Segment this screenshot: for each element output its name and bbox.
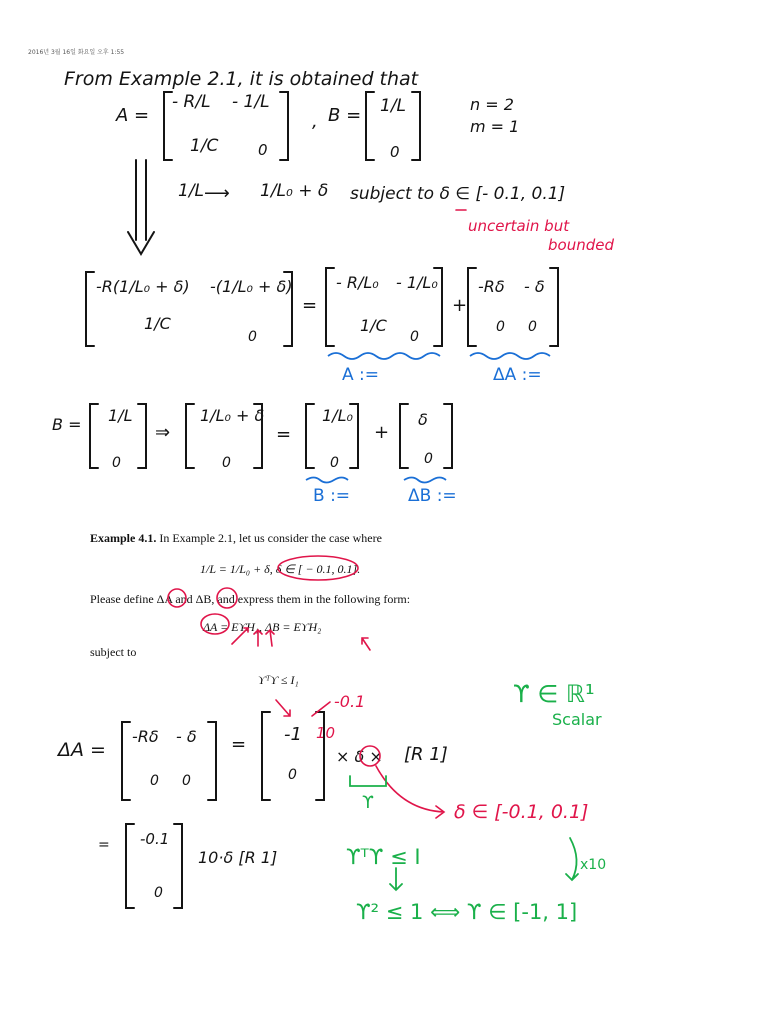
mid-21: 1/C	[360, 316, 387, 335]
E-2: 0	[288, 767, 297, 783]
comma-sep: ,	[312, 111, 318, 132]
m-eq: m = 1	[470, 117, 520, 136]
define-text: Please define ΔA and ΔB, and express them in the following form:	[90, 592, 411, 606]
plus-2: +	[374, 422, 390, 443]
rhs-12: - δ	[524, 277, 545, 296]
scan-timestamp: 2016년 3월 16일 화요일 오후 1:55	[28, 49, 125, 56]
ann-neg01: -0.1	[334, 692, 366, 711]
B-wavy-underline	[306, 478, 348, 483]
maps-to-arrow: ⟶	[204, 183, 230, 204]
constraint: ϒᵀϒ ≤ I₁	[258, 673, 299, 687]
gamma-up-arrow	[254, 630, 262, 646]
H2-arrow	[362, 638, 370, 650]
double-down-arrow	[128, 160, 154, 254]
B2-label: B =	[52, 415, 82, 434]
B3-2: 0	[330, 455, 339, 471]
dA-11: -Rδ	[132, 727, 159, 746]
B-right-bracket	[412, 92, 420, 160]
A-def-label: A :=	[342, 365, 380, 385]
example-text: In Example 2.1, let us consider the case where	[159, 531, 382, 545]
lhs-22: 0	[248, 329, 257, 345]
rhs-right-bracket	[550, 268, 558, 346]
mid-11: - R/L₀	[336, 273, 379, 292]
A-m11: - R/L	[172, 92, 211, 112]
B2-1: 1/L₀ + δ	[200, 406, 265, 425]
B-eq-b5	[306, 404, 314, 468]
B-eq-b2	[138, 404, 146, 468]
equals-1: =	[302, 295, 318, 316]
lhs-11: -R(1/L₀ + δ)	[96, 277, 190, 296]
formula-1: 1/L = 1/L₀ + δ, δ ∈ [ − 0.1, 0.1].	[200, 562, 361, 576]
gamma-bracket-mark	[350, 776, 386, 786]
dA-12: - δ	[176, 727, 197, 746]
uncertain-note-2: bounded	[548, 236, 614, 254]
gTg-ineq: ϒᵀϒ ≤ I	[346, 845, 421, 869]
uncertain-note-1: uncertain but	[468, 217, 570, 235]
B-eq-b3	[186, 404, 194, 468]
scalar-note: Scalar	[552, 710, 602, 729]
rhs-11: -Rδ	[478, 277, 505, 296]
times-delta: × δ ×	[336, 747, 383, 766]
delta-range-circle	[278, 556, 358, 580]
gamma-in-R: ϒ ∈ ℝ¹	[513, 680, 595, 708]
dA-circle	[168, 589, 186, 607]
A-label: A =	[116, 105, 150, 126]
subject-to-delta: subject to δ ∈ [- 0.1, 0.1]	[350, 184, 566, 204]
dA-wavy-underline	[470, 353, 550, 359]
A-left-bracket	[164, 92, 172, 160]
example-heading: Example 4.1.	[90, 531, 157, 545]
dA-22: 0	[182, 773, 191, 789]
plus-1: +	[452, 295, 468, 316]
dA-right-bracket	[208, 722, 216, 800]
gTg-down-arrow	[390, 868, 402, 890]
subject-to-label: subject to	[90, 645, 137, 659]
E2-left-bracket	[126, 824, 134, 908]
B3-1: 1/L₀	[322, 406, 353, 425]
equals-2: =	[276, 424, 292, 445]
neg01-arrow	[312, 702, 330, 716]
dA-left-bracket	[122, 722, 130, 800]
tail-expr: 10·δ [R 1]	[198, 848, 278, 867]
implies-arrow: ⇒	[155, 422, 171, 443]
B-def-label: B :=	[313, 486, 351, 506]
gamma-squared-ineq: ϒ² ≤ 1 ⟺ ϒ ∈ [-1, 1]	[356, 900, 578, 924]
B-eq-b1	[90, 404, 98, 468]
mid-left-bracket	[326, 268, 334, 346]
rhs-21: 0	[496, 319, 505, 335]
E-right-bracket	[316, 712, 324, 800]
B-eq-b4	[254, 404, 262, 468]
intro-text: From Example 2.1, it is obtained that	[64, 68, 419, 90]
rhs-22: 0	[528, 319, 537, 335]
x10-curved-arrow	[566, 838, 578, 880]
x10-note: x10	[580, 857, 607, 873]
formula-2: ΔA = EϒH₁, ΔB = EϒH₂	[203, 620, 322, 634]
E-left-bracket	[262, 712, 270, 800]
dA-eq-circle	[201, 614, 229, 634]
B-m1: 1/L	[380, 96, 407, 116]
A-m21: 1/C	[190, 136, 219, 156]
B-2: 0	[112, 455, 121, 471]
dB-wavy-underline	[404, 478, 446, 483]
H-row: [R 1]	[404, 744, 448, 765]
H1-up-arrow	[266, 630, 274, 646]
rhs-left-bracket	[468, 268, 476, 346]
A-right-bracket	[280, 92, 288, 160]
n-eq: n = 2	[470, 95, 514, 114]
B-1: 1/L	[108, 406, 133, 425]
lhs-21: 1/C	[144, 314, 171, 333]
dA-def-label: ΔA :=	[493, 365, 542, 385]
E-up-arrow	[232, 628, 248, 644]
ann-10: 10	[316, 724, 336, 742]
B-left-bracket	[366, 92, 374, 160]
B2-2: 0	[222, 455, 231, 471]
mid-22: 0	[410, 329, 419, 345]
dB-def-label: ΔB :=	[408, 486, 457, 506]
mid-12: - 1/L₀	[396, 273, 438, 292]
down-arrow-to-E	[276, 700, 290, 716]
A-m12: - 1/L	[232, 92, 270, 112]
ann-gamma: ϒ	[362, 793, 374, 813]
equals-4: =	[98, 837, 110, 853]
delta-circle-bottom	[360, 746, 380, 766]
delta-to-range-arrow	[376, 766, 444, 818]
dA-21: 0	[150, 773, 159, 789]
lhs-12: -(1/L₀ + δ)	[210, 277, 293, 296]
A-m22: 0	[258, 141, 268, 159]
B4-2: 0	[424, 451, 433, 467]
subst-rhs: 1/L₀ + δ	[260, 181, 329, 201]
lhs-right-bracket	[284, 272, 292, 346]
B-eq-b7	[400, 404, 408, 468]
dA-label: ΔA =	[58, 739, 106, 761]
B-eq-b6	[350, 404, 358, 468]
lhs-left-bracket	[86, 272, 94, 346]
equals-3: =	[231, 734, 247, 755]
E2-1: -0.1	[140, 830, 170, 848]
A-wavy-underline	[328, 353, 440, 359]
B4-1: δ	[418, 410, 428, 429]
E2-right-bracket	[174, 824, 182, 908]
dB-circle	[217, 588, 237, 608]
subst-lhs: 1/L	[178, 181, 205, 201]
B-eq-b8	[444, 404, 452, 468]
B-label: B =	[328, 105, 362, 126]
B-m2: 0	[390, 143, 400, 161]
delta-range: δ ∈ [-0.1, 0.1]	[454, 801, 589, 823]
E-1: -1	[284, 724, 302, 745]
E2-2: 0	[154, 885, 163, 901]
mid-right-bracket	[434, 268, 442, 346]
